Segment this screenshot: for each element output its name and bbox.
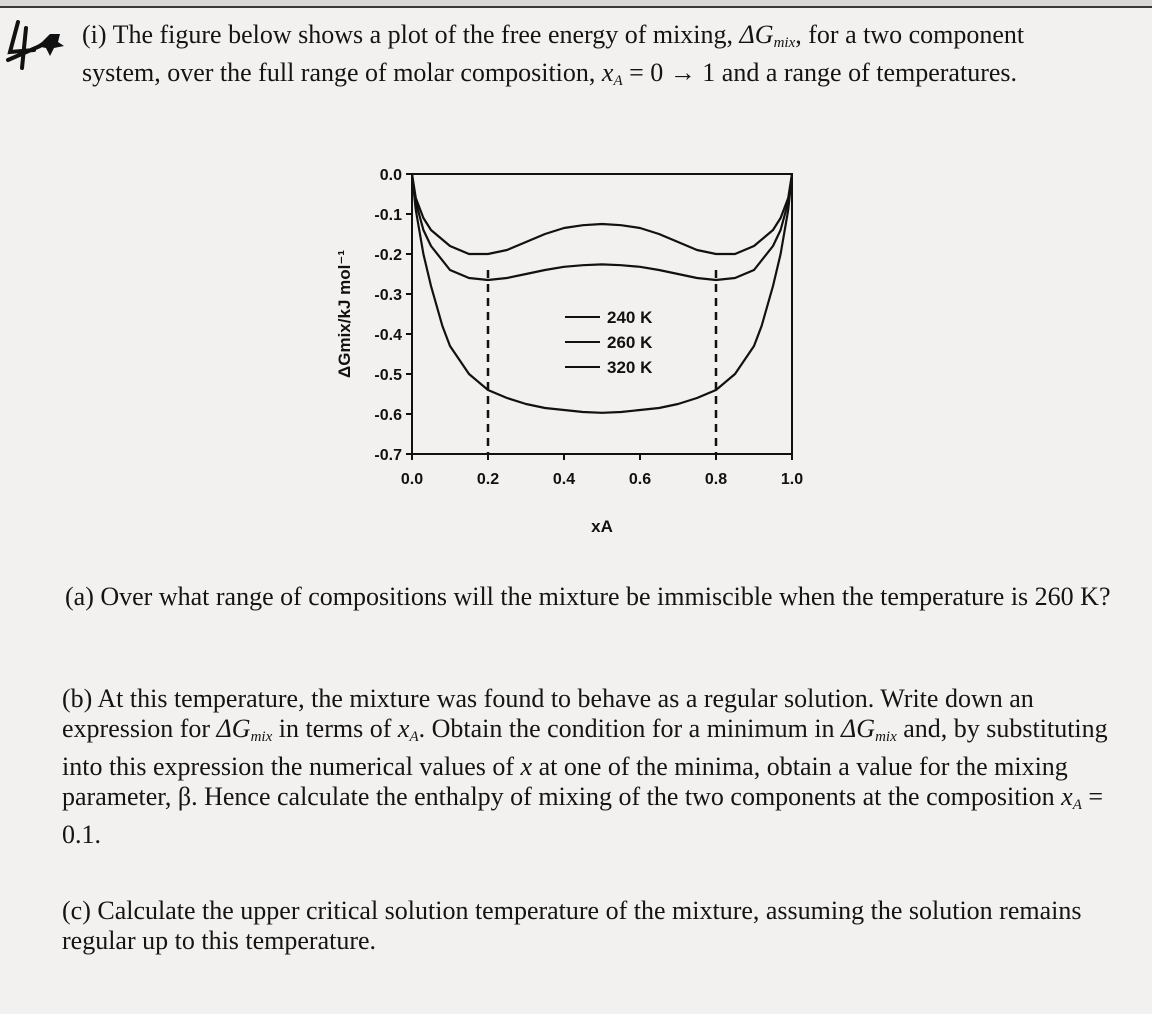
top-border (0, 0, 1152, 8)
series-line (412, 174, 792, 254)
y-axis-title: ΔGmix/kJ mol⁻¹ (335, 250, 354, 378)
x-tick-label: 1.0 (780, 471, 804, 488)
question-a: (a) Over what range of compositions will the mixture be immiscible when the temperature is 260 K? (65, 582, 1111, 611)
y-tick-label: -0.7 (374, 447, 402, 464)
y-tick-label: -0.1 (374, 207, 402, 224)
free-energy-chart (300, 150, 820, 550)
chart-svg (300, 150, 820, 550)
legend-label: 260 K (607, 333, 653, 352)
y-tick-label: 0.0 (379, 167, 402, 184)
legend-label: 240 K (607, 308, 653, 327)
x-tick-label: 0.4 (552, 471, 576, 488)
y-tick-label: -0.6 (374, 407, 402, 424)
question-b: (b) At this temperature, the mixture was found to behave as a regular solution. Write down an expression for $\Delta G_{mix}$ in terms of $x_A$. Obtain the condition for a minimum in $\Delta G_{mix}$ and, by substituting into this expression the numerical values of x at one of the minima, obtain a value for the mixing parameter, β. Hence calculate the enthalpy of mixing of the two components at the composition $x_A = 0.1$. (62, 684, 1108, 849)
question-c: (c) Calculate the upper critical solution temperature of the mixture, assuming the solution remains regular up to this temperature. (62, 896, 1082, 955)
handwritten-mark-icon (4, 16, 74, 72)
x-tick-label: 0.2 (476, 471, 500, 488)
y-tick-label: -0.4 (374, 327, 402, 344)
y-tick-label: -0.5 (374, 367, 402, 384)
x-tick-label: 0.6 (628, 471, 652, 488)
series-line (412, 174, 792, 280)
y-tick-label: -0.2 (374, 247, 402, 264)
y-tick-label: -0.3 (374, 287, 402, 304)
legend-label: 320 K (607, 358, 653, 377)
series-line (412, 174, 792, 413)
intro-paragraph: (i) The figure below shows a plot of the free energy of mixing, $\Delta G_{mix}$, for a two component system, over the full range of molar composition, $x_A = 0 \to 1$ and a range of temperatures. (82, 20, 1025, 89)
x-tick-label: 0.8 (704, 471, 728, 488)
x-axis-title: xA (591, 517, 613, 536)
x-tick-label: 0.0 (400, 471, 424, 488)
